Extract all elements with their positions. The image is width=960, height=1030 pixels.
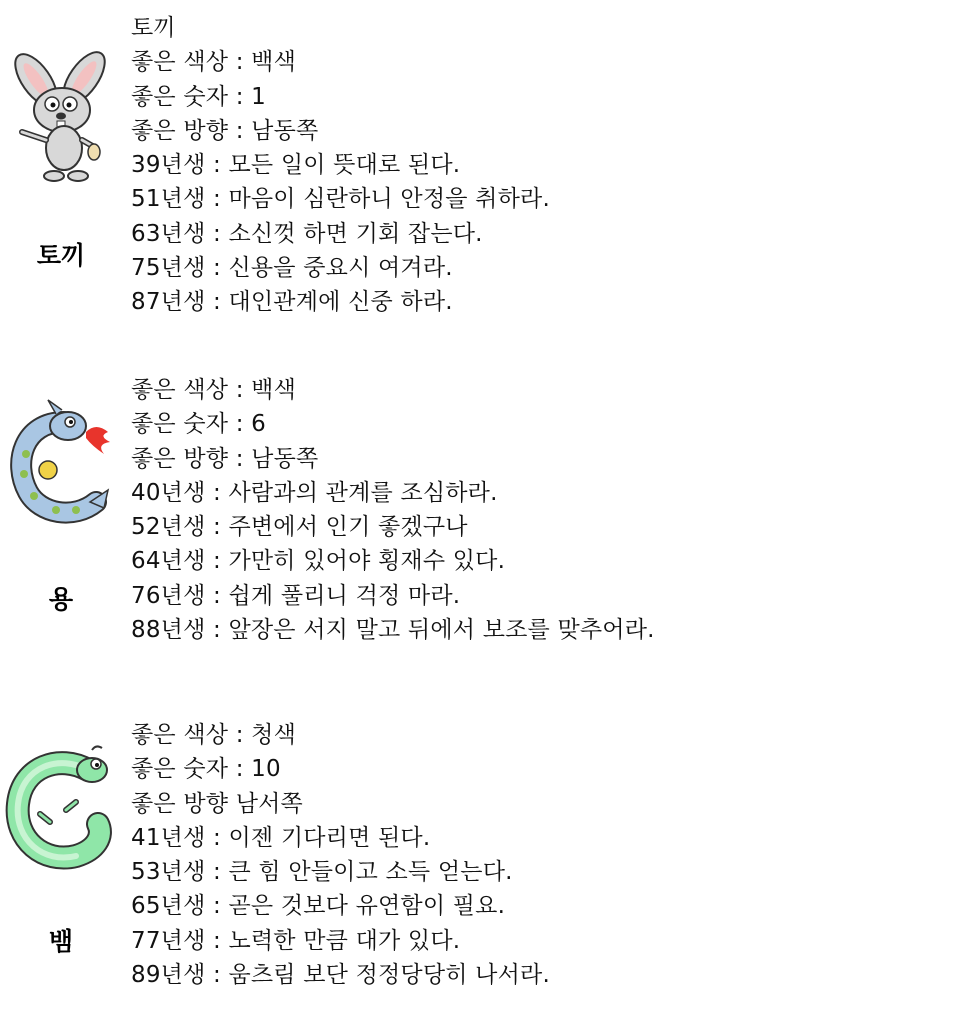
animal-name-dragon: 용: [48, 585, 74, 614]
fortune-line: 40년생 : 사람과의 관계를 조심하라.: [131, 479, 498, 506]
fortune-line: 64년생 : 가만히 있어야 횡재수 있다.: [131, 548, 506, 575]
fortune-line: 좋은 색상 : 청색: [131, 722, 296, 748]
fortune-line: 좋은 숫자 : 10: [131, 756, 281, 783]
fortune-line: 좋은 숫자 : 1: [131, 83, 266, 110]
rabbit-section: [0, 0, 960, 340]
dragon-icon: [4, 392, 114, 532]
snake-section: [0, 690, 960, 1030]
fortune-line: 52년생 : 주변에서 인기 좋겠구나: [131, 514, 468, 541]
fortune-line: 좋은 방향 : 남동쪽: [131, 117, 319, 144]
fortune-line: 41년생 : 이젠 기다리면 된다.: [131, 824, 431, 851]
fortune-line: 51년생 : 마음이 심란하니 안정을 취하라.: [131, 186, 550, 213]
animal-name-snake: 뱀: [48, 927, 74, 956]
fortune-line: 토끼: [131, 15, 176, 41]
fortune-line: 좋은 방향 : 남동쪽: [131, 445, 319, 472]
fortune-line: 75년생 : 신용을 중요시 여겨라.: [131, 255, 453, 282]
dragon-section: [0, 340, 960, 680]
fortune-line: 65년생 : 곧은 것보다 유연함이 필요.: [131, 893, 506, 920]
snake-fortune-list: [131, 718, 550, 992]
fortune-line: 좋은 숫자 : 6: [131, 411, 266, 438]
fortune-line: 좋은 방향 남서쪽: [131, 790, 303, 817]
snake-icon: [4, 740, 114, 880]
fortune-line: 87년생 : 대인관계에 신중 하라.: [131, 289, 453, 316]
rabbit-icon: [4, 48, 114, 188]
rabbit-fortune-list: [131, 11, 550, 320]
animal-name-rabbit: 토끼: [36, 241, 86, 270]
fortune-line: 39년생 : 모든 일이 뜻대로 된다.: [131, 152, 461, 179]
fortune-line: 53년생 : 큰 힘 안들이고 소득 얻는다.: [131, 859, 513, 886]
dragon-fortune-list: [131, 373, 655, 647]
fortune-line: 88년생 : 앞장은 서지 말고 뒤에서 보조를 맞추어라.: [131, 617, 655, 644]
fortune-line: 63년생 : 소신껏 하면 기회 잡는다.: [131, 220, 483, 247]
fortune-line: 77년생 : 노력한 만큼 대가 있다.: [131, 927, 461, 954]
fortune-line: 좋은 색상 : 백색: [131, 377, 296, 403]
fortune-line: 76년생 : 쉽게 풀리니 걱정 마라.: [131, 582, 461, 609]
fortune-line: 89년생 : 움츠림 보단 정정당당히 나서라.: [131, 962, 550, 989]
fortune-line: 좋은 색상 : 백색: [131, 49, 296, 76]
